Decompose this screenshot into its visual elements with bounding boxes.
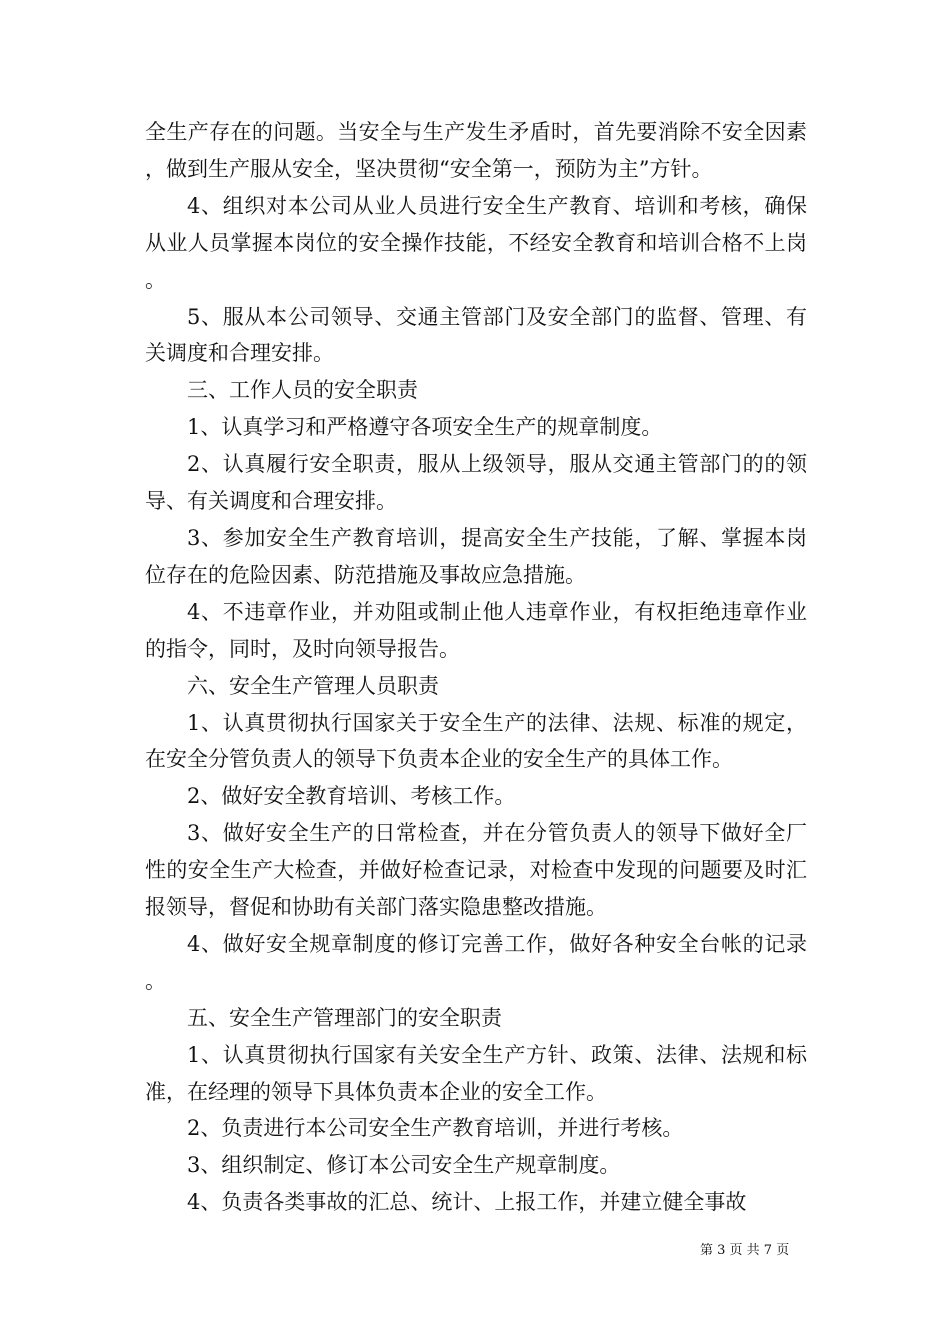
paragraph-17: 3、组织制定、修订本公司安全生产规章制度。 <box>187 1153 621 1178</box>
paragraph-3: 5、服从本公司领导、交通主管部门及安全部门的监督、管理、有关调度和合理安排。 <box>145 304 807 366</box>
paragraph-1: 全生产存在的问题。当安全与生产发生矛盾时，首先要消除不安全因素，做到生产服从安全，坚决贯彻“安全第一，预防为主”方针。 <box>145 120 807 181</box>
paragraph-11: 2、做好安全教育培训、考核工作。 <box>187 784 516 809</box>
paragraph-7: 3、参加安全生产教育培训，提高安全生产技能，了解、掌握本岗位存在的危险因素、防范措施及事故应急措施。 <box>145 525 807 587</box>
paragraph-5: 1、认真学习和严格遵守各项安全生产的规章制度。 <box>187 415 663 440</box>
paragraph-16: 2、负责进行本公司安全生产教育培训，并进行考核。 <box>187 1116 684 1141</box>
paragraph-10: 1、认真贯彻执行国家关于安全生产的法律、法规、标准的规定，在安全分管负责人的领导下负责本企业的安全生产的具体工作。 <box>145 710 807 772</box>
document-body <box>145 114 807 1221</box>
page-number-footer: 第 3 页 共 7 页 <box>700 1243 790 1258</box>
paragraph-6: 2、认真履行安全职责，服从上级领导，服从交通主管部门的的领导、有关调度和合理安排。 <box>145 452 807 514</box>
paragraph-18: 4、负责各类事故的汇总、统计、上报工作，并建立健全事故 <box>187 1190 747 1215</box>
section-heading-5: 五、安全生产管理部门的安全职责 <box>187 1005 502 1030</box>
section-heading-3: 三、工作人员的安全职责 <box>187 378 418 403</box>
paragraph-13: 4、做好安全规章制度的修订完善工作，做好各种安全台帐的记录。 <box>145 931 807 993</box>
paragraph-12: 3、做好安全生产的日常检查，并在分管负责人的领导下做好全厂性的安全生产大检查，并做好检查记录，对检查中发现的问题要及时汇报领导，督促和协助有关部门落实隐患整改措施。 <box>145 821 807 920</box>
paragraph-2: 4、组织对本公司从业人员进行安全生产教育、培训和考核，确保从业人员掌握本岗位的安全操作技能，不经安全教育和培训合格不上岗。 <box>145 193 807 292</box>
section-heading-6: 六、安全生产管理人员职责 <box>187 673 439 698</box>
paragraph-15: 1、认真贯彻执行国家有关安全生产方针、政策、法律、法规和标准，在经理的领导下具体负责本企业的安全工作。 <box>145 1042 807 1104</box>
paragraph-8: 4、不违章作业，并劝阻或制止他人违章作业，有权拒绝违章作业的指令，同时，及时向领导报告。 <box>145 599 807 661</box>
